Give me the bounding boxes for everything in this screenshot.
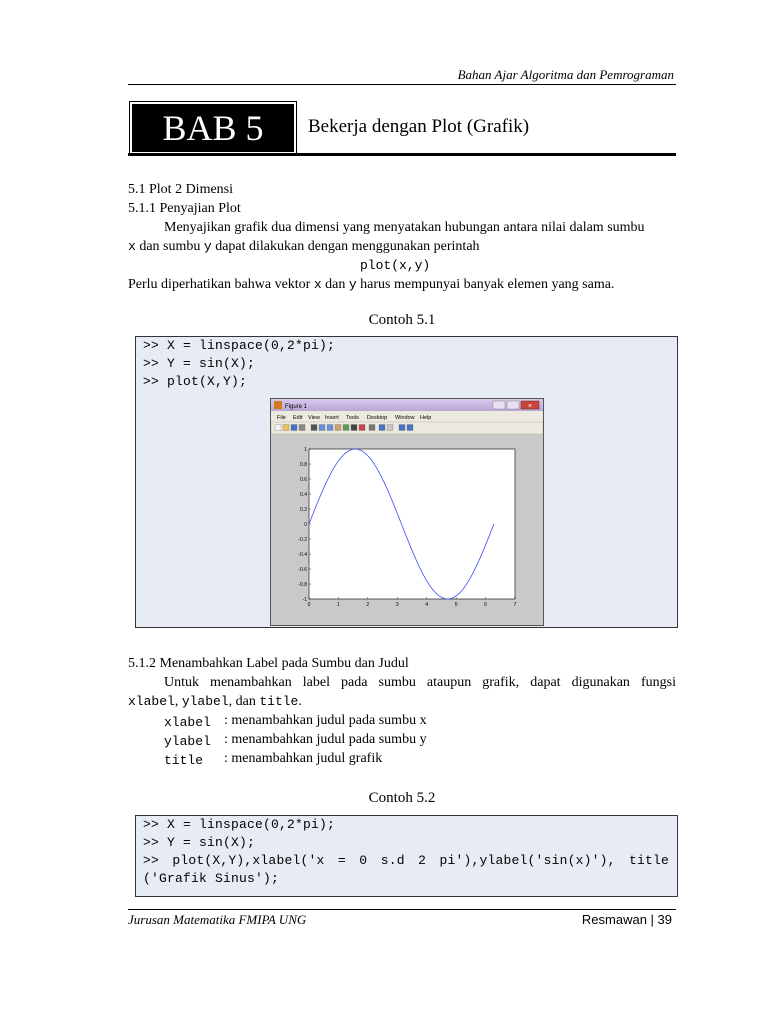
save-icon[interactable]	[291, 425, 297, 431]
code-block	[135, 815, 678, 897]
code-line: ('Grafik Sinus');	[143, 871, 280, 886]
show-tools-icon[interactable]	[407, 425, 413, 431]
x-tick-label: 1	[337, 602, 340, 608]
example-caption: Contoh 5.1	[368, 312, 436, 328]
y-tick-label: -1	[302, 596, 307, 603]
menu-item-help[interactable]: Help	[420, 415, 432, 421]
x-tick-label: 7	[513, 602, 517, 608]
definition-desc: : menambahkan judul grafik	[224, 751, 383, 766]
open-icon[interactable]	[283, 425, 289, 431]
menu-item-desktop[interactable]: Desktop	[367, 415, 388, 421]
definition-desc: : menambahkan judul pada sumbu x	[224, 713, 427, 728]
pointer-icon[interactable]	[311, 425, 317, 431]
footer-page-number: Resmawan | 39	[581, 912, 672, 927]
code-line: >> X = linspace(0,2*pi);	[143, 338, 336, 353]
paragraph-line: Perlu diperhatikan bahwa vektor x dan y harus mempunyai banyak elemen yang sama.	[128, 277, 615, 292]
zoom-out-icon[interactable]	[327, 425, 333, 431]
y-tick-label: 0.2	[300, 506, 307, 513]
menu-item-tools[interactable]: Tools	[346, 415, 359, 421]
chapter-title: Bekerja dengan Plot (Grafik)	[308, 116, 530, 137]
legend-icon[interactable]	[387, 425, 393, 431]
menu-item-edit[interactable]: Edit	[293, 415, 303, 421]
brush-icon[interactable]	[359, 425, 365, 431]
command-text: plot(x,y)	[360, 258, 431, 273]
definition-term: title	[164, 753, 204, 768]
definition-term: xlabel	[164, 715, 211, 730]
chapter-rule	[128, 153, 676, 156]
y-tick-label: 0	[304, 521, 307, 528]
zoom-in-icon[interactable]	[319, 425, 325, 431]
new-icon[interactable]	[275, 425, 281, 431]
matlab-icon	[274, 401, 282, 409]
print-icon[interactable]	[299, 425, 305, 431]
code-line: >> Y = sin(X);	[143, 835, 256, 850]
running-header: Bahan Ajar Algoritma dan Pemrograman	[457, 67, 674, 82]
code-line: >> plot(X,Y),xlabel('x = 0 s.d 2 pi'),ylabel('sin(x)'), title	[143, 853, 669, 868]
code-line: >> X = linspace(0,2*pi);	[143, 817, 336, 832]
rotate-icon[interactable]	[343, 425, 349, 431]
x-tick-label: 5	[454, 602, 458, 608]
pan-icon[interactable]	[335, 425, 341, 431]
chapter-label: BAB 5	[130, 102, 296, 154]
y-tick-label: -0.4	[298, 551, 307, 558]
paragraph-line: Menyajikan grafik dua dimensi yang menyatakan hubungan antara nilai dalam sumbu	[164, 220, 645, 235]
subsection-heading: 5.1.2 Menambahkan Label pada Sumbu dan Judul	[128, 656, 409, 671]
menu-item-file[interactable]: File	[277, 415, 286, 421]
window-title: Figure 1	[285, 404, 308, 410]
plot-axes	[309, 449, 515, 599]
definition-term: ylabel	[164, 734, 211, 749]
x-tick-label: 0	[307, 602, 311, 608]
paragraph-line: Untuk menambahkan label pada sumbu ataupun grafik, dapat digunakan fungsi	[164, 675, 676, 690]
section-heading: 5.1 Plot 2 Dimensi	[128, 182, 234, 197]
menu-item-window[interactable]: Window	[395, 415, 415, 421]
definition-desc: : menambahkan judul pada sumbu y	[224, 732, 427, 747]
subsection-heading: 5.1.1 Penyajian Plot	[128, 201, 241, 216]
y-tick-label: -0.2	[298, 536, 307, 543]
menu-item-view[interactable]: View	[308, 415, 320, 421]
y-tick-label: -0.6	[298, 566, 307, 573]
y-tick-label: 1	[304, 446, 307, 453]
menu-item-insert[interactable]: Insert	[325, 415, 339, 421]
y-tick-label: 0.8	[300, 461, 307, 468]
x-tick-label: 4	[425, 602, 429, 608]
link-icon[interactable]	[369, 425, 375, 431]
y-tick-label: -0.8	[298, 581, 307, 588]
footer-rule	[128, 909, 676, 910]
y-tick-label: 0.4	[300, 491, 307, 498]
maximize-button[interactable]	[507, 401, 519, 409]
code-line: >> plot(X,Y);	[143, 374, 248, 389]
paragraph-line: x dan sumbu y dapat dilakukan dengan menggunakan perintah	[128, 239, 480, 254]
minimize-button[interactable]	[493, 401, 505, 409]
code-line: >> Y = sin(X);	[143, 356, 256, 371]
x-tick-label: 3	[395, 602, 399, 608]
close-icon: ×	[527, 403, 533, 410]
x-tick-label: 6	[484, 602, 487, 608]
header-rule	[128, 84, 676, 85]
footer-department: Jurusan Matematika FMIPA UNG	[128, 912, 307, 927]
example-caption: Contoh 5.2	[368, 790, 436, 806]
datacursor-icon[interactable]	[351, 425, 357, 431]
x-tick-label: 2	[366, 602, 370, 608]
y-tick-label: 0.6	[300, 476, 307, 483]
paragraph-line: xlabel, ylabel, dan title.	[128, 694, 302, 709]
colorbar-icon[interactable]	[379, 425, 385, 431]
hide-tools-icon[interactable]	[399, 425, 405, 431]
figure-window	[270, 398, 544, 626]
